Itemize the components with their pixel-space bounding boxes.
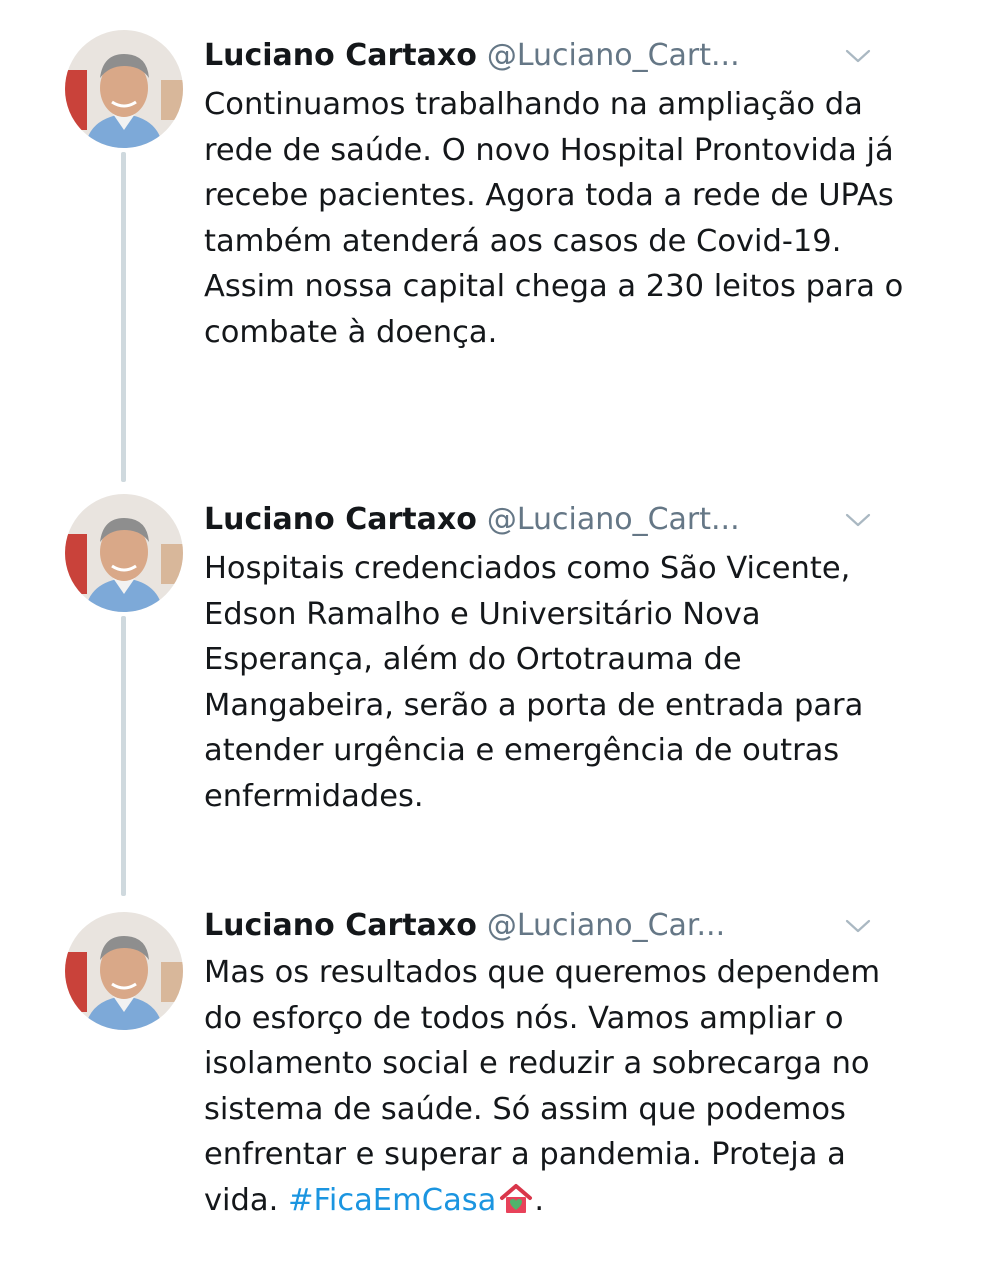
tweet-text: Hospitais credenciados como São Vicente, Edson Ramalho e Universitário Nova Esperança, além do Ortotrauma de Mangabeira, serão a porta de entrada para atender urgência e emergência de outras enfermidades. (204, 551, 864, 814)
tweet-header (204, 500, 740, 540)
chevron-down-icon[interactable] (842, 44, 874, 68)
tweet-text: Continuamos trabalhando na ampliação da rede de saúde. O novo Hospital Prontovida já recebe pacientes. Agora toda a rede de UPAs também atenderá aos casos de Covid-19. Assim nossa capital chega a 230 leitos para o combate à doença. (204, 87, 904, 350)
author-name[interactable]: Luciano Cartaxo (204, 908, 477, 943)
trailing-period: . (534, 1182, 545, 1218)
author-handle[interactable]: @Luciano_Cart... (486, 38, 740, 73)
thread-line (121, 616, 126, 896)
avatar[interactable] (65, 30, 183, 148)
chevron-down-icon[interactable] (842, 508, 874, 532)
tweet-header (204, 36, 740, 76)
house-with-heart-icon (498, 1182, 534, 1216)
author-handle[interactable]: @Luciano_Cart... (486, 502, 740, 537)
thread-line (121, 152, 126, 482)
author-name[interactable]: Luciano Cartaxo (204, 502, 477, 537)
chevron-down-icon[interactable] (842, 914, 874, 938)
avatar[interactable] (65, 912, 183, 1030)
tweet-3[interactable] (0, 898, 984, 1280)
author-handle[interactable]: @Luciano_Car... (486, 908, 726, 943)
tweet-text (204, 950, 904, 1223)
tweet-header (204, 906, 725, 946)
tweet-2[interactable] (0, 478, 984, 898)
hashtag-link[interactable]: #FicaEmCasa (287, 1182, 497, 1218)
tweet-1[interactable] (0, 14, 984, 474)
avatar[interactable] (65, 494, 183, 612)
tweet-text-body: Mas os resultados que queremos dependem do esforço de todos nós. Vamos ampliar o isolamento social e reduzir a sobrecarga no sistema de saúde. Só assim que podemos enfrentar e superar a pandemia. Proteja a vida. (204, 955, 881, 1218)
author-name[interactable]: Luciano Cartaxo (204, 38, 477, 73)
